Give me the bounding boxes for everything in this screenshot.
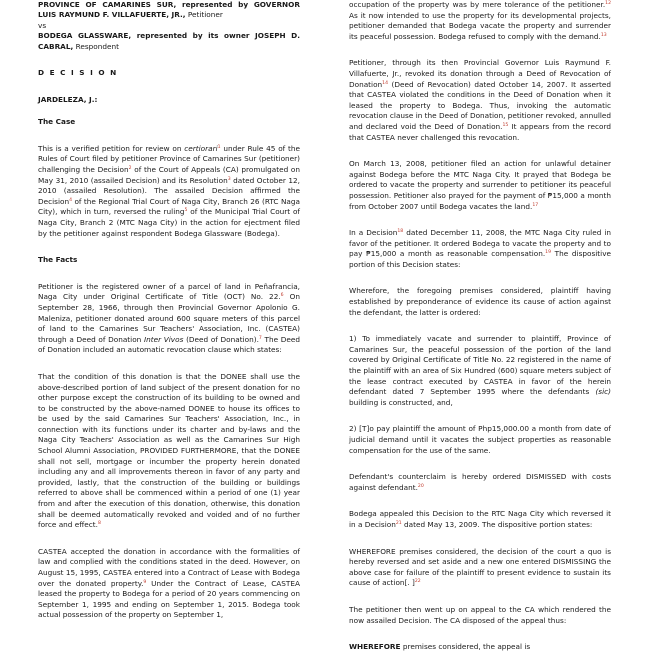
footnote-ref[interactable]: 13 — [600, 32, 607, 38]
ca-dispositive-paragraph: WHEREFORE premises considered, the appeal is — [349, 642, 531, 652]
footnote-ref[interactable]: 15 — [502, 122, 509, 128]
order-item-2: 2) [T]o pay plaintiff the amount of Php15,000.00 a month from date of judicial demand until it vacates the subject properties as reasonable compensation for the use of the same. — [349, 424, 611, 455]
case-heading: The Case — [38, 117, 76, 127]
footnote-ref[interactable]: 18 — [397, 229, 404, 235]
footnote-ref[interactable]: 9 — [143, 579, 147, 585]
rtc-appeal-paragraph: Bodega appealed this Decision to the RTC Naga City which reversed it in a Decision$^{21}$ dated May 13, 2009. The dispositive portion states: — [349, 509, 611, 529]
footnote-ref[interactable]: 5 — [184, 208, 188, 214]
footnote-ref[interactable]: 7 — [258, 335, 262, 341]
versus-text: vs — [38, 20, 47, 30]
footnote-ref[interactable]: 6 — [280, 293, 284, 299]
wherefore-paragraph: Wherefore, the foregoing premises considered, plaintiff having established by preponderance of evidence its cause of action against the defendant, the latter is ordered: — [349, 286, 611, 317]
right-column — [349, 0, 611, 653]
tolerance-paragraph: occupation of the property was by mere tolerance of the petitioner.$^{12}$ As it now intended to use the property for its developmental projects, petitioner demanded that Bodega vacate the property and surrender its peaceful possession. Bodega refused to comply with the demand.$^{13}$ — [349, 0, 611, 41]
respondent-role: Respondent — [73, 41, 119, 51]
footnote-ref[interactable]: 22 — [414, 579, 421, 585]
footnote-ref[interactable]: 17 — [532, 202, 539, 208]
facts-heading: The Facts — [38, 255, 78, 265]
order-item-1: 1) To immediately vacate and surrender to plaintiff, Province of Camarines Sur, the peaceful possession of the portion of the land covered by Original Certificate of Title No. 22 registered in the name of the plaintiff with an area of Six Hundred (600) square meters subject of the lease contract executed by CASTEA in favor of the herein defendant dated 7 September 1995 where the defendants (sic) building is constructed, and, — [349, 334, 611, 407]
rtc-dispositive-paragraph: WHEREFORE premises considered, the decision of the court a quo is hereby reversed and set aside and a new one entered DISMISSING the above case for failure of the plaintiff to present evidence to sustain its cause of action[. ]$^{22}$ — [349, 546, 611, 588]
decision-heading: D E C I S I O N — [38, 68, 118, 78]
case-paragraph: This is a verified petition for review on certiorari$^1$ under Rule 45 of the Rules of Court filed by petitioner Province of Camarines Sur (petitioner) challenging the Decision$^2$ of the Court of Appeals (CA) promulgated on May 31, 2010 (assailed Decision) and its Resolution$^3$ dated October 12, 2010 (assailed Resolution). The assailed Decision affirmed the Decision$^4$ of the Regional Trial Court of Naga City, Branch 26 (RTC Naga City), which in turn, reversed the ruling$^5$ of the Municipal Trial Court of Naga City, Branch 2 (MTC Naga City) in the action for ejectment filed by the petitioner against respondent Bodega Glassware (Bodega). — [38, 143, 300, 238]
unlawful-detainer-paragraph: On March 13, 2008, petitioner filed an action for unlawful detainer against Bodega before the MTC Naga City. It prayed that Bodega be ordered to vacate the property and surrender to petitioner its peaceful possession. Petitioner also prayed for the payment of ₱15,000 a month from October 2007 until Bodega vacates the land.$^{17}$ — [349, 159, 611, 211]
counterclaim-paragraph: Defendant's counterclaim is hereby ordered DISMISSED with costs against defendant.$^{20}$ — [349, 472, 611, 492]
donation-condition-quote: That the condition of this donation is that the DONEE shall use the above-described portion of land subject of the present donation for no other purpose except the construction of its building to be owned and to be constructed by the above-named DONEE to house its offices to be used by the said Camarines Sur Teachers' Association, Inc., in connection with its functions under its charter and by-laws and the Naga City Teachers' Association as well as the Camarines Sur High School Alumni Association, PROVIDED FURTHERMORE, that the DONEE shall not sell, mortgage or incumber the property herein donated including any and all improvements thereon in favor of any party and provided, lastly, that the construction of the building or buildings referred to above shall be commenced within a period of one (1) year from and after the execution of this donation, otherwise, this donation shall be deemed automatically revoked and voided and of no further force and effect.$^8$ — [38, 371, 300, 530]
ca-appeal-paragraph: The petitioner then went up on appeal to the CA which rendered the now assailed Decision. The CA disposed of the appeal thus: — [349, 604, 611, 625]
petitioner-role: Petitioner — [185, 10, 223, 20]
justice-name: JARDELEZA, J.: — [38, 94, 98, 104]
mtc-decision-paragraph: In a Decision$^{18}$ dated December 11, 2008, the MTC Naga City ruled in favor of the petitioner. It ordered Bodega to vacate the property and to pay ₱15,000 a month as reasonable compensation.$^{19}$ The dispositive portion of this Decision states: — [349, 228, 611, 269]
footnote-ref[interactable]: 2 — [128, 166, 132, 171]
footnote-ref[interactable]: 19 — [545, 250, 552, 256]
case-parties — [38, 0, 300, 21]
castea-paragraph: CASTEA accepted the donation in accordance with the formalities of law and complied with the conditions stated in the deed. However, on August 15, 1995, CASTEA entered into a Contract of Lease with Bodega over the donated property.$^9$ Under the Contract of Lease, CASTEA leased the property to Bodega for a period of 20 years commencing on September 1, 1995 and ending on September 1, 2015. Bodega took actual possession of the property on September 1, — [38, 546, 300, 620]
respondent-name: BODEGA GLASSWARE, represented by its owner JOSEPH D. CABRAL, — [38, 31, 300, 51]
petitioner-name: PROVINCE OF CAMARINES SUR, represented by GOVERNOR LUIS RAYMUND F. VILLAFUERTE, JR., — [38, 0, 300, 20]
footnote-ref[interactable]: 1 — [217, 144, 221, 150]
footnote-ref[interactable]: 14 — [382, 80, 389, 86]
left-column — [38, 0, 300, 621]
footnote-ref[interactable]: 3 — [227, 176, 231, 182]
footnote-ref[interactable]: 21 — [395, 520, 402, 526]
case-respondent — [38, 31, 300, 52]
revocation-paragraph: Petitioner, through its then Provincial Governor Luis Raymund F. Villafuerte, Jr., revoked its donation through a Deed of Revocation of Donation$^{14}$ (Deed of Revocation) dated October 14, 2007. It asserted that CASTEA violated the conditions in the Deed of Donation when it leased the property to Bodega. Thus, invoking the automatic revocation clause in the Deed of Donation, petitioner revoked, annulled and declared void the Deed of Donation.$^{15}$ It appears from the record that CASTEA never challenged this revocation. — [349, 58, 611, 142]
footnote-ref[interactable]: 12 — [605, 1, 611, 6]
footnote-ref[interactable]: 20 — [417, 483, 424, 489]
footnote-ref[interactable]: 4 — [69, 197, 73, 203]
footnote-ref[interactable]: 8 — [97, 521, 101, 527]
facts-paragraph: Petitioner is the registered owner of a parcel of land in Peñafrancia, Naga City under Original Certificate of Title (OCT) No. 22.$^6$ On September 28, 1966, through then Provincial Governor Apolonio G. Maleniza, petitioner donated around 600 square meters of this parcel of land to the Camarines Sur Teachers' Association, Inc. (CASTEA) through a Deed of Donation Inter Vivos (Deed of Donation).$^7$ The Deed of Donation included an automatic revocation clause which states: — [38, 281, 300, 355]
